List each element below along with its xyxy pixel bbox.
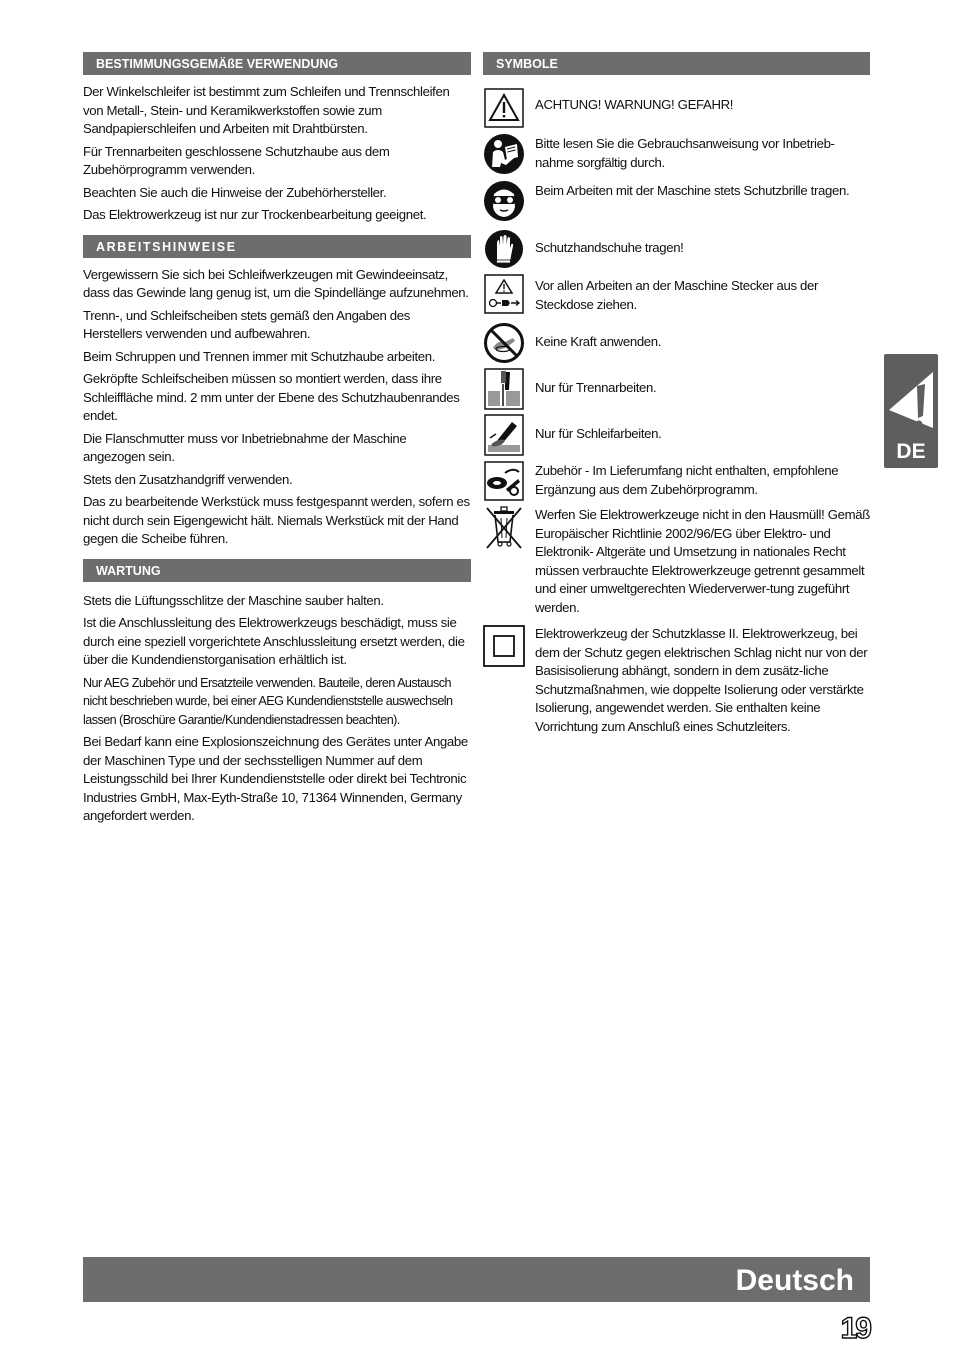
symbol-row (483, 414, 870, 460)
section-heading: WARTUNG (83, 559, 471, 582)
page-number: 19 (840, 1312, 870, 1345)
crossed-bin-icon (483, 506, 525, 548)
symbol-text: Zubehör - Im Lieferumfang nicht enthalten, empfohlene Ergänzung aus dem Zubehörprogramm. (535, 463, 839, 497)
symbol-row (483, 228, 870, 273)
symbol-text: Vor allen Arbeiten an der Maschine Stecker aus der Steckdose ziehen. (535, 278, 819, 312)
section-intended-use (83, 52, 471, 235)
symbol-row (483, 133, 870, 180)
symbol-text: Schutzhandschuhe tragen! (535, 240, 684, 255)
symbol-row (483, 87, 870, 133)
section-work-instructions (83, 235, 471, 559)
protection-class-ii-icon (483, 625, 525, 667)
section-heading: ARBEITSHINWEISE (83, 235, 471, 258)
grinding-only-icon (483, 414, 525, 456)
cutting-only-icon (483, 368, 525, 410)
right-column (483, 52, 870, 736)
paragraph: Für Trennarbeiten geschlossene Schutzhaube aus dem Zubehörprogramm verwenden. (83, 143, 390, 177)
language-tab (884, 354, 938, 468)
section-heading-symbols: SYMBOLE (483, 52, 870, 75)
paragraph: Nur AEG Zubehör und Ersatzteile verwenden. Bauteile, deren Austausch nicht beschrieben wurde, bei einer AEG Kundendienststelle auswechseln lassen (Broschüre Garantie/Kundendienstadressen beachten). (83, 675, 453, 727)
symbol-row (483, 322, 870, 368)
section-heading: BESTIMMUNGSGEMÄßE VERWENDUNG (83, 52, 471, 75)
warning-exclamation-icon (887, 362, 935, 434)
symbol-row (483, 460, 870, 506)
left-column (83, 52, 471, 836)
symbol-row (483, 180, 870, 228)
paragraph: Gekröpfte Schleifscheiben müssen so montiert werden, dass ihre Schleiffläche mind. 2 mm unter der Ebene des Schutzhaubenrandes endet. (83, 371, 460, 423)
paragraph: Stets die Lüftungsschlitze der Maschine sauber halten. (83, 592, 384, 608)
paragraph: Die Flanschmutter muss vor Inbetriebnahme der Maschine angezogen sein. (83, 430, 407, 464)
symbol-text: Keine Kraft anwenden. (535, 334, 662, 349)
unplug-icon (483, 273, 525, 315)
gloves-icon (483, 228, 525, 270)
read-manual-icon (483, 133, 525, 175)
footer-language-title: Deutsch (735, 1264, 854, 1297)
paragraph: Beim Schruppen und Trennen immer mit Schutzhaube arbeiten. (83, 348, 436, 364)
symbol-row (483, 273, 870, 322)
symbol-row (483, 506, 870, 625)
warning-triangle-icon (483, 87, 525, 129)
paragraph: Ist die Anschlussleitung des Elektrowerkzeugs beschädigt, muss sie durch eine speziell vorgerichtete Anschlussleitung ersetzt werden, die über die Kundendienstorganisation erhältlich ist. (83, 615, 465, 667)
section-maintenance (83, 559, 471, 836)
symbol-text: ACHTUNG! WARNUNG! GEFAHR! (535, 97, 734, 112)
accessory-icon (483, 460, 525, 502)
paragraph: Das Elektrowerkzeug ist nur zur Trockenbearbeitung geeignet. (83, 207, 427, 222)
paragraph: Bei Bedarf kann eine Explosionszeichnung des Gerätes unter Angabe der Maschinen Type und der sechsstelligen Nummer auf dem Leistungsschild bei Ihrer Kundendienststelle oder direkt bei Techtronic Industries GmbH, Max-Eyth-Straße 10, 71364 Winnenden, Germany angefordert werden. (83, 734, 468, 823)
symbol-text: Nur für Trennarbeiten. (535, 380, 657, 395)
paragraph: Beachten Sie auch die Hinweise der Zubehörhersteller. (83, 184, 387, 200)
symbol-row (483, 368, 870, 414)
symbol-text: Nur für Schleifarbeiten. (535, 426, 662, 441)
paragraph: Trenn-, und Schleifscheiben stets gemäß den Angaben des Herstellers verwenden und aufbewahren. (83, 307, 411, 341)
symbol-text: Elektrowerkzeug der Schutzklasse II. Elektrowerkzeug, bei dem der Schutz gegen elektrischen Schlag nicht nur von der Basisisolierung abhängt, sondern in dem zusätz-liche Schutzmaßnahmen, wie doppelte Isolierung oder verstärkte Isolierung, angewendet werden. Sie enthalten keine Vorrichtung zum Anschluß eines Schutzleiters. (535, 626, 868, 734)
paragraph: Stets den Zusatzhandgriff verwenden. (83, 471, 293, 487)
footer-bar (83, 1257, 870, 1302)
symbol-text: Beim Arbeiten mit der Maschine stets Schutzbrille tragen. (535, 183, 850, 198)
paragraph: Vergewissern Sie sich bei Schleifwerkzeugen mit Gewindeeinsatz, dass das Gewinde lang genug ist, um die Spindellänge aufzunehmen. (83, 266, 469, 300)
symbol-text: Bitte lesen Sie die Gebrauchsanweisung vor Inbetrieb-nahme sorgfältig durch. (535, 136, 835, 170)
no-force-icon (483, 322, 525, 364)
language-label: DE (896, 440, 926, 463)
safety-goggles-icon (483, 180, 525, 222)
symbol-row (483, 625, 870, 736)
paragraph: Das zu bearbeitende Werkstück muss festgespannt werden, sofern es nicht durch sein Eigengewicht hält. Niemals Werkstück mit der Hand gegen die Scheibe führen. (83, 494, 470, 546)
paragraph: Der Winkelschleifer ist bestimmt zum Schleifen und Trennschleifen von Metall-, Stein- und Keramikwerkstoffen sowie zum Sandpapierschleifen und Arbeiten mit Drahtbürsten. (83, 84, 450, 136)
symbol-list (483, 87, 870, 736)
symbol-text: Werfen Sie Elektrowerkzeuge nicht in den Hausmüll! Gemäß Europäischer Richtlinie 2002/96/EG über Elektro- und Elektronik- Altgeräte und Umsetzung in nationales Recht müssen verbrauchte Elektrowerkzeuge getrennt gesammelt und einer umweltgerechten Wiederverwer-tung zugeführt werden. (535, 507, 870, 615)
